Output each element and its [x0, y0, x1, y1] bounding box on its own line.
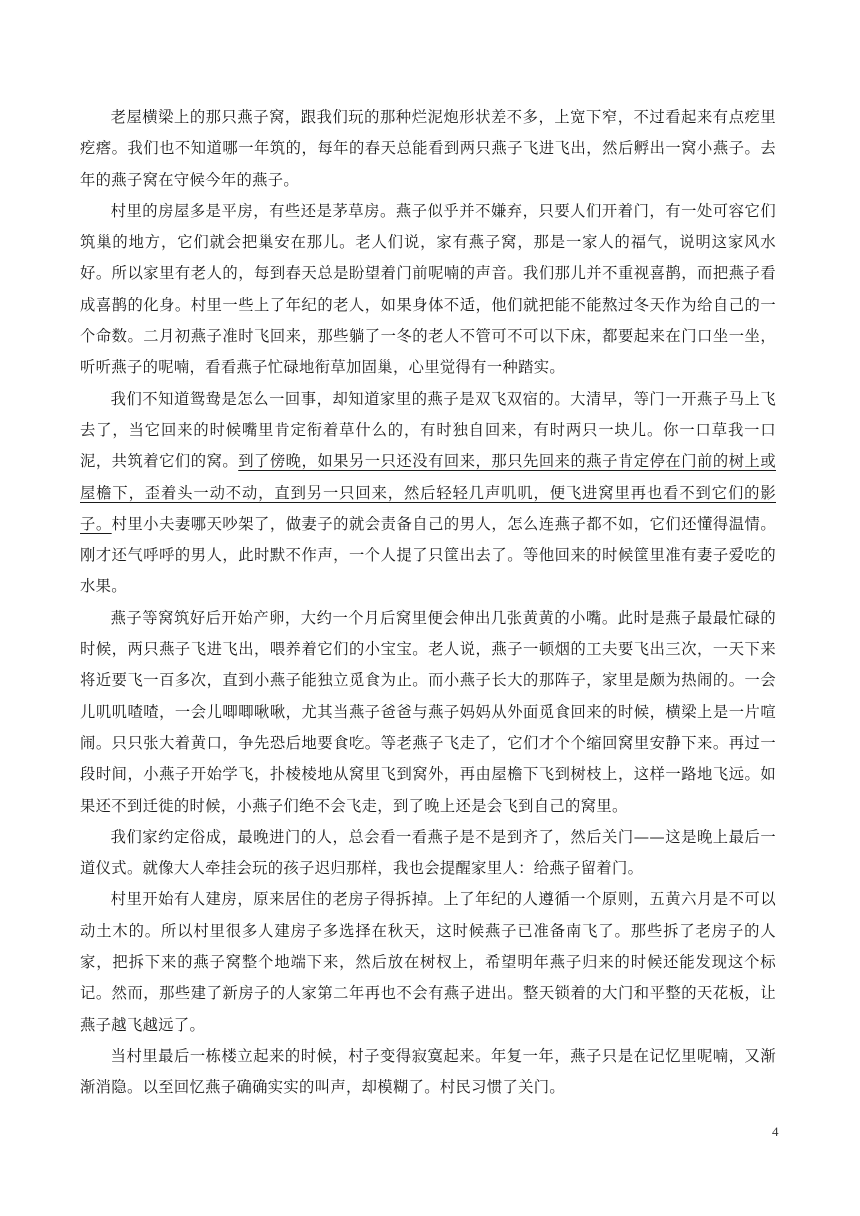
paragraph-7: 当村里最后一栋楼立起来的时候，村子变得寂寞起来。年复一年，燕子只是在记忆里呢喃，又渐渐消隐。以至回忆燕子确确实实的叫声，却模糊了。村民习惯了关门。	[80, 1046, 776, 1097]
article-body	[80, 102, 776, 1104]
paragraph-3-after: 村里小夫妻哪天吵架了，做妻子的就会责备自己的男人，怎么连燕子都不如，它们还懂得温情。刚才还气呼呼的男人，此时默不作声，一个人提了只筐出去了。等他回来的时候筐里准有妻子爱吃的水果。	[80, 514, 777, 596]
underlined-sentence: 到了傍晚，如果另一只还没有回来，那只先回来的燕子肯定停在门前的树上或屋檐下，歪着头一动不动，直到另一只回来，然后轻轻几声叽叽，便飞进窝里再也看不到它们的影子。	[80, 452, 776, 533]
paragraph-5: 我们家约定俗成，最晚进门的人，总会看一看燕子是不是到齐了，然后关门——这是晚上最后一道仪式。就像大人牵挂会玩的孩子迟归那样，我也会提醒家里人：给燕子留着门。	[80, 827, 776, 878]
paragraph-6: 村里开始有人建房，原来居住的老房子得拆掉。上了年纪的人遵循一个原则，五黄六月是不可以动土木的。所以村里很多人建房子多选择在秋天，这时候燕子已准备南飞了。那些拆了老房子的人家，把拆下来的燕子窝整个地端下来，然后放在树杈上，希望明年燕子归来的时候还能发现这个标记。然而，那些建了新房子的人家第二年再也不会有燕子进出。整天锁着的大门和平整的天花板，让燕子越飞越远了。	[80, 890, 776, 1034]
paragraph-2: 村里的房屋多是平房，有些还是茅草房。燕子似乎并不嫌弃，只要人们开着门，有一处可容它们筑巢的地方，它们就会把巢安在那儿。老人们说，家有燕子窝，那是一家人的福气，说明这家风水好。所以家里有老人的，每到春天总是盼望着门前呢喃的声音。我们那儿并不重视喜鹊，而把燕子看成喜鹊的化身。村里一些上了年纪的老人，如果身体不适，他们就把能不能熬过冬天作为给自己的一个命数。二月初燕子准时飞回来，那些躺了一冬的老人不管可不可以下床，都要起来在门口坐一坐，听听燕子的呢喃，看看燕子忙碌地衔草加固巢，心里觉得有一种踏实。	[80, 201, 776, 377]
paragraph-4: 燕子等窝筑好后开始产卵，大约一个月后窝里便会伸出几张黄黄的小嘴。此时是燕子最最忙碌的时候，两只燕子飞进飞出，喂养着它们的小宝宝。老人说，燕子一顿烟的工夫要飞出三次，一天下来将近要飞一百多次，直到小燕子能独立觅食为止。而小燕子长大的那阵子，家里是颇为热闹的。一会儿叽叽喳喳，一会儿唧唧啾啾，尤其当燕子爸爸与燕子妈妈从外面觅食回来的时候，横梁上是一片喧闹。只只张大着黄口，争先恐后地要食吃。等老燕子飞走了，它们才个个缩回窝里安静下来。再过一段时间，小燕子开始学飞，扑棱棱地从窝里飞到窝外，再由屋檐下飞到树枝上，这样一路地飞远。如果还不到迁徙的时候，小燕子们绝不会飞走，到了晚上还是会飞到自己的窝里。	[80, 608, 776, 815]
paragraph-3-before: 我们不知道鸳鸯是怎么一回事，却知道家里的燕子是双飞双宿的。大清早，等门一开燕子马上飞去了，当它回来的时候嘴里肯定衔着草什么的，有时独自回来，有时两只一块儿。你一口草我一口泥，共筑着它们的窝。	[80, 389, 776, 471]
paragraph-3	[80, 384, 776, 603]
page-number: 4	[772, 1124, 779, 1139]
paragraph-1: 老屋横梁上的那只燕子窝，跟我们玩的那种烂泥炮形状差不多，上宽下窄，不过看起来有点疙里疙瘩。我们也不知道哪一年筑的，每年的春天总能看到两只燕子飞进飞出，然后孵出一窝小燕子。去年的燕子窝在守候今年的燕子。	[80, 108, 776, 189]
